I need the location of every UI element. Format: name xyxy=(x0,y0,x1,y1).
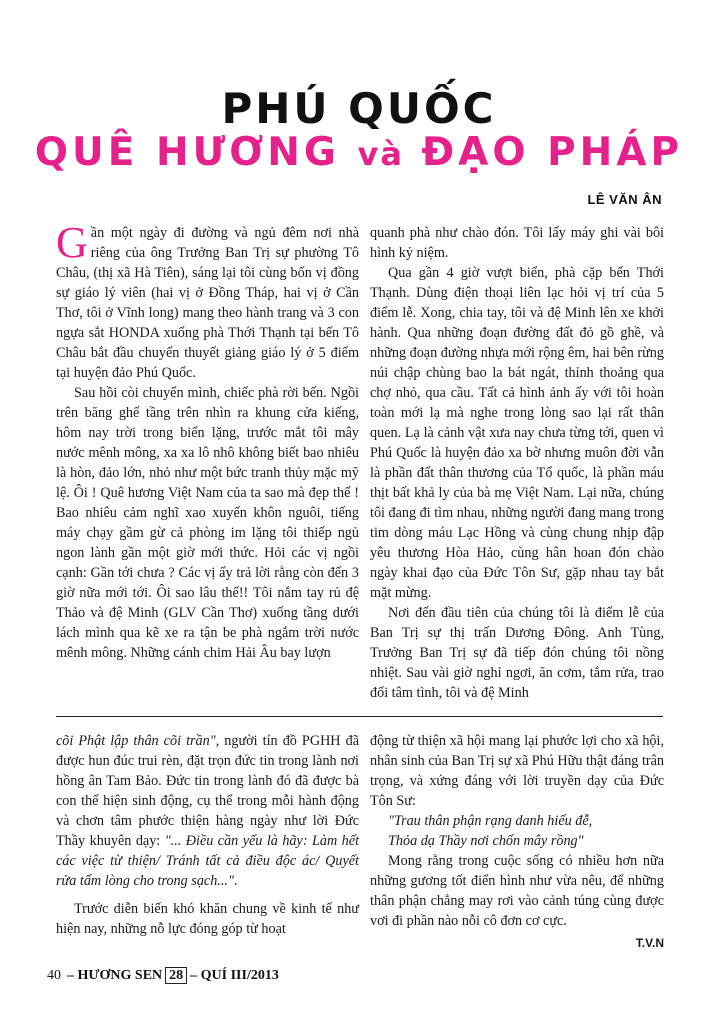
column-bottom-right xyxy=(370,731,664,953)
title-line-1: PHÚ QUỐC xyxy=(221,84,497,133)
paragraph: Sau hồi còi chuyển mình, chiếc phà rời bến. Ngồi trên băng ghế tầng trên nhìn ra khung cửa kiếng, hôm nay trời trong biển lặng, trước mắt tôi mây nước mênh mông, xa xa lô nhô không biết bao nhiêu là hòn, đảo lớn, nhỏ như một bức tranh thủy mặc mỹ lệ. Ôi ! Quê hương Việt Nam của ta sao mà đẹp thế ! Bao nhiêu cảm nghĩ xao xuyến khôn nguôi, tiếng máy chạy gầm gừ cả phòng im lặng tôi thiếp ngủ ngon lành gần một giờ mới thức. Hỏi các vị ngồi cạnh: Gần tới chưa ? Các vị ấy trả lời rằng còn đến 3 giờ nữa mới tới. Ôi sao lâu thế!! Tôi nắm tay rủ đệ Thảo và đệ Minh (GLV Cần Thơ) xuống tầng dưới lách mình qua kẽ xe ra tận be phà ngắm trời nước mênh mông. Những cánh chim Hải Âu bay lượn xyxy=(56,385,359,661)
quote-fragment: cõi Phật lập thân cõi trần" xyxy=(56,733,216,749)
title-line-2 xyxy=(0,130,718,175)
signature: T.V.N xyxy=(635,936,664,950)
paragraph: động từ thiện xã hội mang lại phước lợi cho xã hội, nhân sinh của Ban Trị sự xã Phú Hữu thật đáng trân trọng, và xứng đáng với lời truyền dạy của Đức Tôn Sư: xyxy=(370,733,664,809)
section-divider xyxy=(56,716,663,717)
drop-cap: G xyxy=(56,218,88,267)
paragraph-end: . xyxy=(233,873,238,889)
quote-line: Thỏa dạ Thầy nơi chốn mây rồng" xyxy=(388,833,584,849)
paragraph: Qua gần 4 giờ vượt biển, phà cặp bến Thới Thạnh. Dùng điện thoại liên lạc hỏi vị trí của 5 điểm lễ. Xong, chia tay, tôi và đệ Minh lên xe khởi hành. Qua những đoạn đường đất đỏ gồ ghề, và những đoạn đường nhựa mới rộng êm, hai bên rừng núi chập chùng bao la bát ngát, thỉnh thoảng qua chợ nhỏ, qua cầu. Tất cả hình ảnh ấy với tôi hoàn toàn mới lạ mà nghe trong lòng sao lại rất thân quen. Lạ là cảnh vật xưa nay chưa từng tới, quen vì Phú Quốc là huyện đảo xa bờ nhưng muôn đời vẫn là phần đất thân thương của Tổ quốc, là phần máu thịt bất khả ly của bà mẹ Việt Nam. Lại nữa, chúng tôi đang đi tìm nhau, những người đang mang trong tim dòng máu Lạc Hồng và cùng chung nhịp đập yêu thương Hòa Hảo, cùng hân hoan đón chào ngày khai đạo của Đức Tôn Sư, gặp nhau tay bắt mặt mừng. xyxy=(370,265,664,601)
column-top-left xyxy=(56,218,359,663)
title-line-2-part-b: và xyxy=(357,135,404,173)
paragraph: ần một ngày đi đường và ngủ đêm nơi nhà riêng của ông Trưởng Ban Trị sự phường Tô Châu, (thị xã Hà Tiên), sáng lại tôi cùng bốn vị đồng sự giáo lý viên (hai vị ở Đồng Tháp, hai vị ở Cần Thơ, tôi ở Vĩnh long) mang theo hành trang và 3 con ngựa sắt HONDA xuống phà Thới Thạnh tại bến Tô Châu bắt đầu chuyến thuyết giảng giáo lý ở 5 điểm tại huyện đảo Phú Quốc. xyxy=(56,225,359,381)
title-line-2-part-a: QUÊ HƯƠNG xyxy=(34,130,340,175)
paragraph-text: , người tín đồ PGHH đã được hun đúc trui rèn, đặt trọn đức tin trong lành nơi hồng ân Tam Bảo. Đức tin trong lành đó đã được bà con thể hiện sinh động, cụ thể trong mỗi hành động và chơn tâm phước thiện hàng ngày như lời Đức Thầy khuyên dạy: xyxy=(56,733,359,849)
quote-line: "Trau thân phận rạng danh hiếu đễ, xyxy=(388,813,593,829)
issue-number: 28 xyxy=(165,967,187,984)
paragraph: quanh phà như chào đón. Tôi lấy máy ghi vài bôi hình kỷ niệm. xyxy=(370,225,664,261)
column-bottom-left xyxy=(56,731,359,939)
page-footer xyxy=(47,968,279,984)
author-byline: LÊ VĂN ÂN xyxy=(587,192,662,207)
paragraph xyxy=(56,731,359,891)
quote: "... Điều cần yếu là hãy: Làm hết các việc từ thiện/ Tránh tất cả điều độc ác/ Quyết rửa tấm lòng cho trong sạch..." xyxy=(56,833,360,889)
issue-quarter: – QUÍ III/2013 xyxy=(190,968,279,983)
paragraph: Nơi đến đầu tiên của chúng tôi là điểm lễ của Ban Trị sự thị trấn Dương Đông. Anh Tùng, Trưởng Ban Trị sự đã tiếp đón chúng tôi nồng nhiệt. Sau vài giờ nghỉ ngơi, ăn cơm, tắm rửa, trao đổi tâm tình, tôi và đệ Minh xyxy=(370,605,664,701)
title-line-2-part-c: ĐẠO PHÁP xyxy=(421,130,684,175)
paragraph: Trước diễn biến khó khăn chung về kinh tế như hiện nay, những nỗ lực đóng góp từ hoạt xyxy=(56,901,359,937)
magazine-name: – HƯƠNG SEN xyxy=(67,968,163,983)
column-top-right xyxy=(370,223,664,703)
page-number: 40 xyxy=(47,968,61,983)
paragraph: Mong rằng trong cuộc sống có nhiều hơn nữa những gương tốt điển hình như vừa nêu, để những thân phận chẳng may rơi vào cảnh túng cùng được vơi đi phần nào nỗi cô đơn cơ cực. xyxy=(370,853,664,929)
